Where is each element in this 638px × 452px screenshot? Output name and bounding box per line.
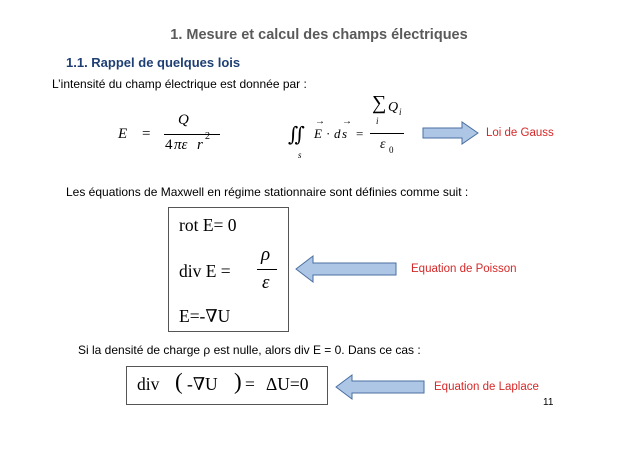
- formula1-den-r: r: [197, 137, 203, 153]
- laplace-div: div: [137, 374, 160, 394]
- formula2-vec-s: s: [342, 126, 348, 141]
- laplace-rhs: ΔU=0: [266, 374, 309, 394]
- formula2-sum: ∑: [372, 92, 387, 114]
- label-laplace: Equation de Laplace: [434, 381, 539, 393]
- laplace-inner: -∇U: [187, 374, 218, 394]
- maxwell-equations-box: [168, 207, 289, 332]
- gradient-equation: E=-∇U: [179, 306, 231, 326]
- formula2-fraction-bar: [370, 133, 404, 134]
- coulomb-formula: [118, 110, 228, 170]
- poisson-arrow-icon: [295, 254, 397, 284]
- formula1-den-coef: 4: [165, 137, 173, 153]
- formula2-d: d: [334, 126, 341, 141]
- intro-text: L’intensité du champ électrique est donnée par :: [52, 77, 307, 91]
- section-subtitle: 1.1. Rappel de quelques lois: [66, 55, 241, 70]
- formula2-sum-sub-i: i: [376, 116, 379, 126]
- maxwell-text: Les équations de Maxwell en régime stationnaire sont définies comme suit :: [66, 185, 469, 199]
- laplace-equation-box: [126, 366, 328, 405]
- laplace-right-paren: ): [234, 369, 242, 394]
- formula2-arrow-e: →: [315, 116, 325, 127]
- laplace-left-paren: (: [175, 369, 183, 394]
- label-gauss: Loi de Gauss: [486, 127, 554, 139]
- rot-e-equation: rot E= 0: [179, 215, 237, 235]
- formula2-arrow-s: →: [342, 116, 352, 127]
- div-e-fraction-bar: [257, 269, 277, 270]
- formula2-equals: =: [356, 126, 364, 141]
- formula1-equals: =: [142, 126, 151, 142]
- epsilon-symbol: ε: [262, 272, 270, 293]
- formula1-numerator: Q: [178, 112, 189, 128]
- formula2-q: Q: [388, 100, 399, 115]
- formula2-double-integral: ∬: [288, 124, 306, 146]
- formula1-den-pi-eps: πε: [174, 137, 188, 153]
- gauss-formula: [288, 92, 408, 164]
- div-e-equation: div E =: [179, 261, 231, 281]
- formula2-q-sub-i: i: [399, 107, 402, 117]
- formula2-dot: ·: [326, 126, 331, 141]
- formula2-vec-e: E: [314, 126, 322, 141]
- gauss-arrow-icon: [422, 120, 480, 146]
- formula2-epsilon: ε: [380, 137, 386, 152]
- formula2-sub-s: s: [298, 150, 302, 160]
- laplace-text: Si la densité de charge ρ est nulle, alors div E = 0. Dans ce cas :: [78, 343, 421, 357]
- formula1-den-exp: 2: [205, 131, 210, 142]
- laplace-equals: =: [245, 374, 255, 394]
- formula1-lhs: E: [118, 126, 128, 142]
- page-number: 11: [543, 397, 554, 408]
- laplace-arrow-icon: [335, 373, 425, 401]
- formula1-fraction-bar: [164, 134, 220, 135]
- formula2-epsilon-sub: 0: [389, 145, 394, 155]
- rho-symbol: ρ: [261, 244, 271, 265]
- label-poisson: Equation de Poisson: [411, 263, 517, 275]
- page-title: 1. Mesure et calcul des champs électriques: [170, 27, 468, 43]
